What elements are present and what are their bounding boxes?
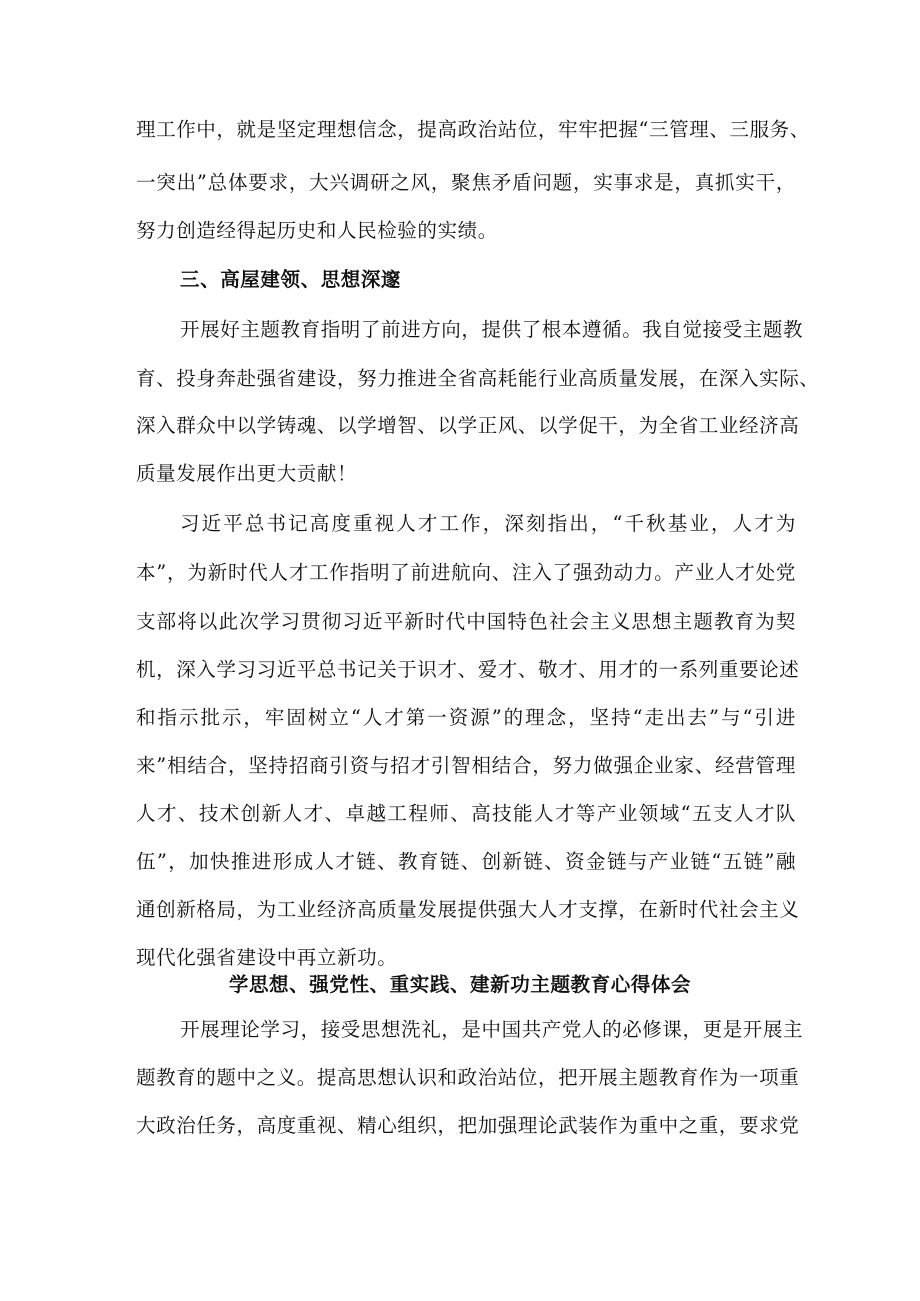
article-title: 学思想、强党性、重实践、建新功主题教育心得体会 — [228, 973, 692, 996]
paragraph-3-line-10: 现代化强省建设中再立新功。 — [136, 946, 398, 969]
paragraph-3-line-7: 人才、技术创新人才、卓越工程师、高技能人才等产业领域“五支人才队 — [136, 802, 796, 825]
paragraph-1-line-3: 努力创造经得起历史和人民检验的实绩。 — [136, 219, 498, 242]
paragraph-2-line-2: 育、投身奔赴强省建设，努力推进全省高耗能行业高质量发展，在深入实际、 — [136, 367, 820, 390]
paragraph-2-line-3: 深入群众中以学铸魂、以学增智、以学正风、以学促干，为全省工业经济高 — [136, 414, 800, 437]
paragraph-4-line-3: 大政治任务，高度重视、精心组织，把加强理论武装作为重中之重，要求党 — [136, 1114, 800, 1137]
paragraph-4-line-1: 开展理论学习，接受思想洗礼，是中国共产党人的必修课，更是开展主 — [180, 1018, 804, 1041]
paragraph-3-line-5: 和指示批示，牢固树立“人才第一资源”的理念，坚持“走出去”与“引进 — [136, 706, 796, 729]
paragraph-3-line-4: 机，深入学习习近平总书记关于识才、爱才、敬才、用才的一系列重要论述 — [136, 658, 800, 681]
paragraph-1-line-2: 一突出”总体要求，大兴调研之风，聚焦矛盾问题，实事求是，真抓实干， — [136, 171, 796, 194]
paragraph-2-line-1: 开展好主题教育指明了前进方向，提供了根本遵循。我自觉接受主题教 — [180, 318, 804, 341]
paragraph-3-line-6: 来”相结合，坚持招商引资与招才引智相结合，努力做强企业家、经营管理 — [136, 754, 796, 777]
paragraph-3-line-1: 习近平总书记高度重视人才工作，深刻指出，“千秋基业，人才为 — [180, 512, 796, 535]
paragraph-3-line-3: 支部将以此次学习贯彻习近平新时代中国特色社会主义思想主题教育为契 — [136, 610, 796, 633]
paragraph-1-line-1: 理工作中，就是坚定理想信念，提高政治站位，牢牢把握“三管理、三服务、 — [136, 118, 810, 141]
paragraph-2-line-4: 质量发展作出更大贡献！ — [136, 462, 358, 485]
section-heading: 三、高屋建领、思想深邃 — [180, 268, 402, 291]
paragraph-3-line-9: 通创新格局，为工业经济高质量发展提供强大人才支撑，在新时代社会主义 — [136, 898, 800, 921]
paragraph-4-line-2: 题教育的题中之义。提高思想认识和政治站位，把开展主题教育作为一项重 — [136, 1066, 800, 1089]
paragraph-3-line-2: 本”，为新时代人才工作指明了前进航向、注入了强劲动力。产业人才处党 — [136, 561, 796, 584]
paragraph-3-line-8: 伍”，加快推进形成人才链、教育链、创新链、资金链与产业链“五链”融 — [136, 850, 796, 873]
